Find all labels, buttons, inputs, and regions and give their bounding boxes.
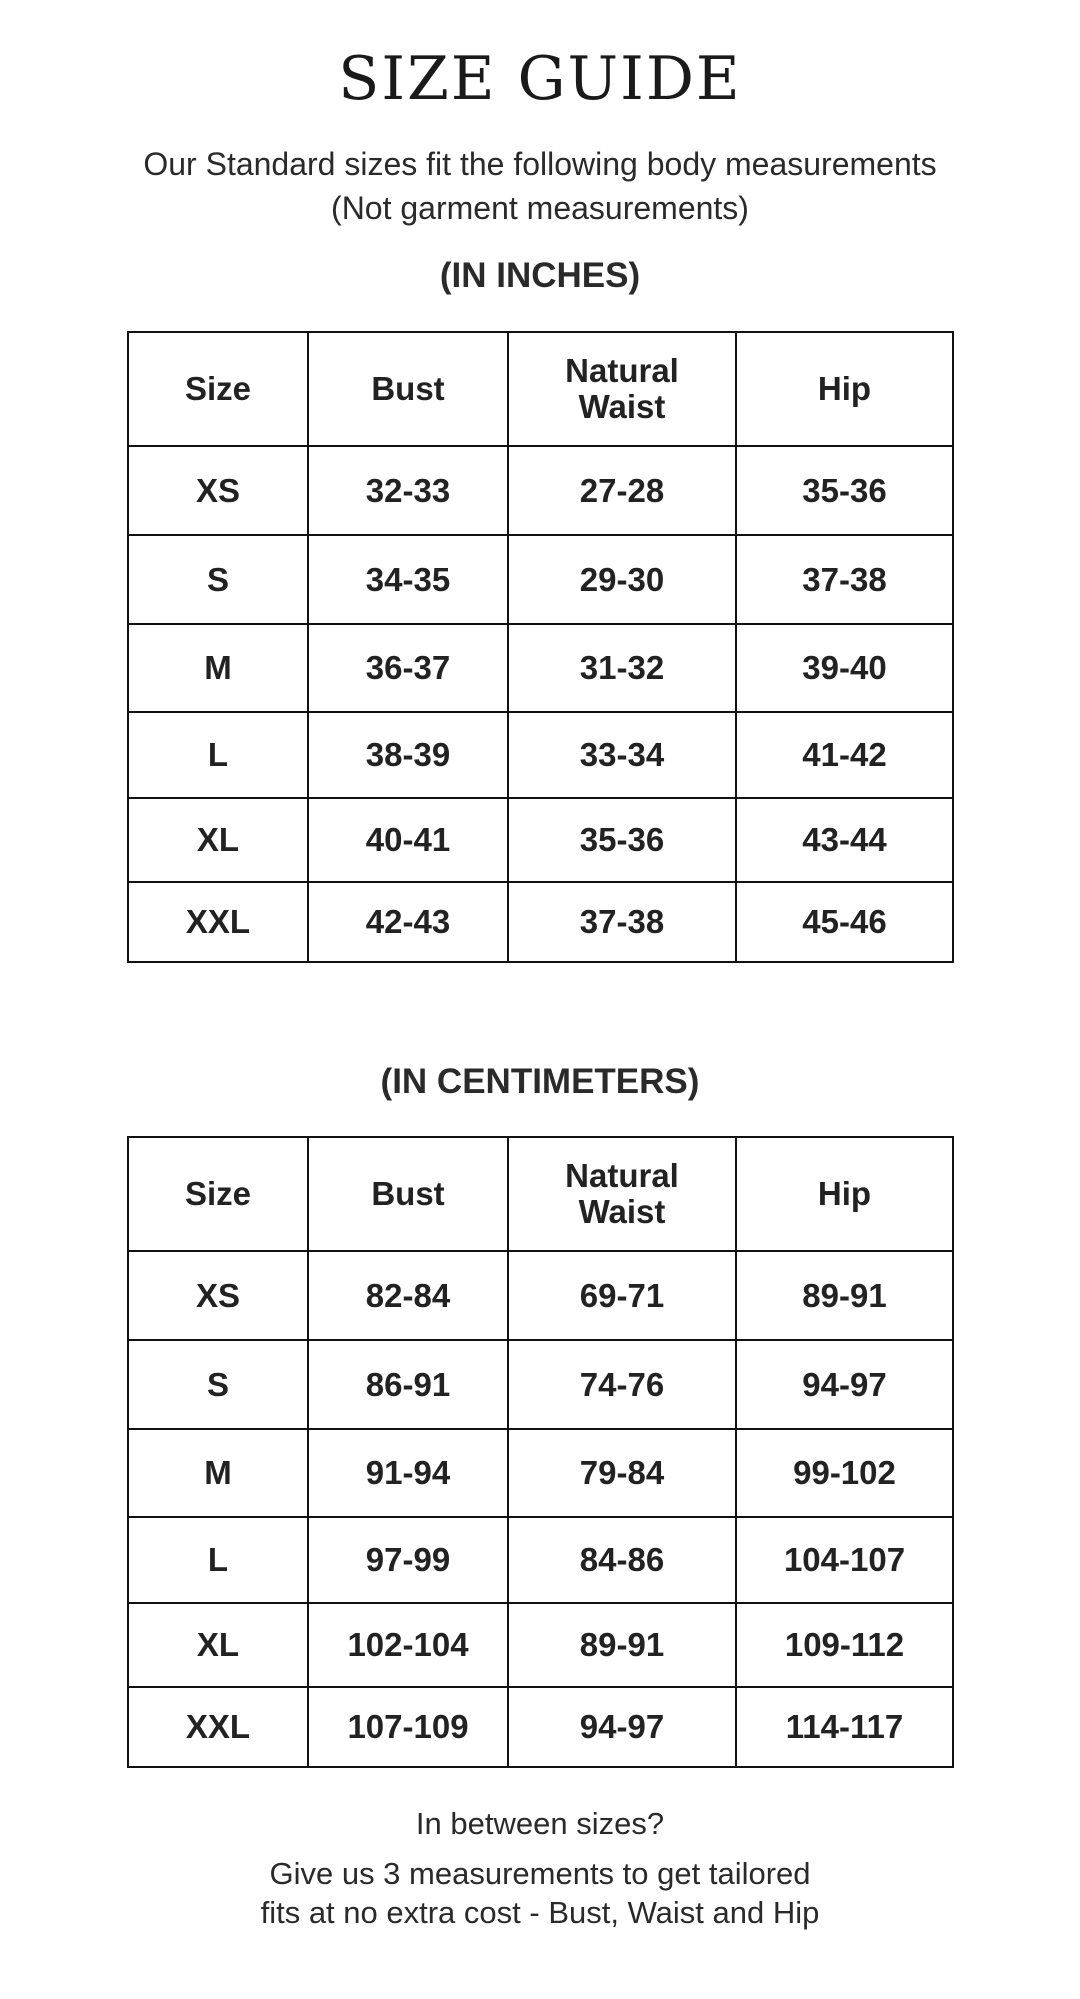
hip-cell: 99-102 bbox=[736, 1429, 953, 1517]
waist-cell: 31-32 bbox=[508, 624, 736, 712]
waist-cell: 27-28 bbox=[508, 446, 736, 535]
header-waist-line-2: Waist bbox=[578, 1193, 666, 1230]
waist-cell: 29-30 bbox=[508, 535, 736, 624]
table-header-row bbox=[128, 332, 953, 446]
subtitle-line-1: Our Standard sizes fit the following body measurements bbox=[143, 146, 937, 182]
size-cell: M bbox=[128, 624, 308, 712]
bust-cell: 91-94 bbox=[308, 1429, 508, 1517]
table-header-row bbox=[128, 1137, 953, 1251]
hip-cell: 39-40 bbox=[736, 624, 953, 712]
hip-cell: 89-91 bbox=[736, 1251, 953, 1340]
size-cell: XXL bbox=[128, 882, 308, 962]
waist-cell: 79-84 bbox=[508, 1429, 736, 1517]
tailored-fit-note-line-2: fits at no extra cost - Bust, Waist and Hip bbox=[260, 1895, 820, 1930]
table-row bbox=[128, 1251, 953, 1340]
size-cell: XS bbox=[128, 446, 308, 535]
waist-cell: 89-91 bbox=[508, 1603, 736, 1687]
bust-cell: 86-91 bbox=[308, 1340, 508, 1429]
waist-cell: 74-76 bbox=[508, 1340, 736, 1429]
hip-cell: 35-36 bbox=[736, 446, 953, 535]
hip-cell: 41-42 bbox=[736, 712, 953, 798]
tailored-fit-note-line-1: Give us 3 measurements to get tailored bbox=[269, 1856, 811, 1891]
bust-cell: 107-109 bbox=[308, 1687, 508, 1767]
inches-size-table bbox=[127, 331, 954, 963]
header-natural-waist bbox=[508, 332, 736, 446]
bust-cell: 97-99 bbox=[308, 1517, 508, 1603]
table-row bbox=[128, 1429, 953, 1517]
header-natural-waist bbox=[508, 1137, 736, 1251]
bust-cell: 82-84 bbox=[308, 1251, 508, 1340]
table-row bbox=[128, 535, 953, 624]
size-cell: XXL bbox=[128, 1687, 308, 1767]
size-cell: L bbox=[128, 1517, 308, 1603]
table-row bbox=[128, 1517, 953, 1603]
header-bust: Bust bbox=[308, 1137, 508, 1251]
header-bust: Bust bbox=[308, 332, 508, 446]
hip-cell: 45-46 bbox=[736, 882, 953, 962]
table-row bbox=[128, 798, 953, 882]
size-cell: L bbox=[128, 712, 308, 798]
waist-cell: 84-86 bbox=[508, 1517, 736, 1603]
size-cell: XS bbox=[128, 1251, 308, 1340]
subtitle bbox=[0, 142, 1080, 230]
waist-cell: 94-97 bbox=[508, 1687, 736, 1767]
bust-cell: 38-39 bbox=[308, 712, 508, 798]
subtitle-line-2: (Not garment measurements) bbox=[331, 190, 749, 226]
size-cell: S bbox=[128, 1340, 308, 1429]
bust-cell: 36-37 bbox=[308, 624, 508, 712]
page-title: SIZE GUIDE bbox=[338, 44, 742, 114]
hip-cell: 37-38 bbox=[736, 535, 953, 624]
bust-cell: 42-43 bbox=[308, 882, 508, 962]
centimeters-section-label: (IN CENTIMETERS) bbox=[380, 1062, 700, 1101]
header-size: Size bbox=[128, 1137, 308, 1251]
header-size: Size bbox=[128, 332, 308, 446]
header-hip: Hip bbox=[736, 1137, 953, 1251]
header-waist-line-1: Natural bbox=[565, 352, 679, 389]
hip-cell: 104-107 bbox=[736, 1517, 953, 1603]
table-row bbox=[128, 446, 953, 535]
centimeters-size-table bbox=[127, 1136, 954, 1768]
size-cell: S bbox=[128, 535, 308, 624]
waist-cell: 69-71 bbox=[508, 1251, 736, 1340]
header-waist-line-2: Waist bbox=[578, 388, 666, 425]
hip-cell: 114-117 bbox=[736, 1687, 953, 1767]
waist-cell: 35-36 bbox=[508, 798, 736, 882]
size-cell: M bbox=[128, 1429, 308, 1517]
bust-cell: 34-35 bbox=[308, 535, 508, 624]
size-cell: XL bbox=[128, 798, 308, 882]
waist-cell: 33-34 bbox=[508, 712, 736, 798]
waist-cell: 37-38 bbox=[508, 882, 736, 962]
size-cell: XL bbox=[128, 1603, 308, 1687]
in-between-sizes-question: In between sizes? bbox=[415, 1806, 665, 1841]
table-row bbox=[128, 882, 953, 962]
hip-cell: 109-112 bbox=[736, 1603, 953, 1687]
table-row bbox=[128, 1687, 953, 1767]
bust-cell: 32-33 bbox=[308, 446, 508, 535]
table-row bbox=[128, 624, 953, 712]
hip-cell: 94-97 bbox=[736, 1340, 953, 1429]
bust-cell: 102-104 bbox=[308, 1603, 508, 1687]
table-row bbox=[128, 1603, 953, 1687]
header-hip: Hip bbox=[736, 332, 953, 446]
inches-section-label: (IN INCHES) bbox=[439, 256, 641, 295]
header-waist-line-1: Natural bbox=[565, 1157, 679, 1194]
hip-cell: 43-44 bbox=[736, 798, 953, 882]
table-row bbox=[128, 712, 953, 798]
table-row bbox=[128, 1340, 953, 1429]
bust-cell: 40-41 bbox=[308, 798, 508, 882]
